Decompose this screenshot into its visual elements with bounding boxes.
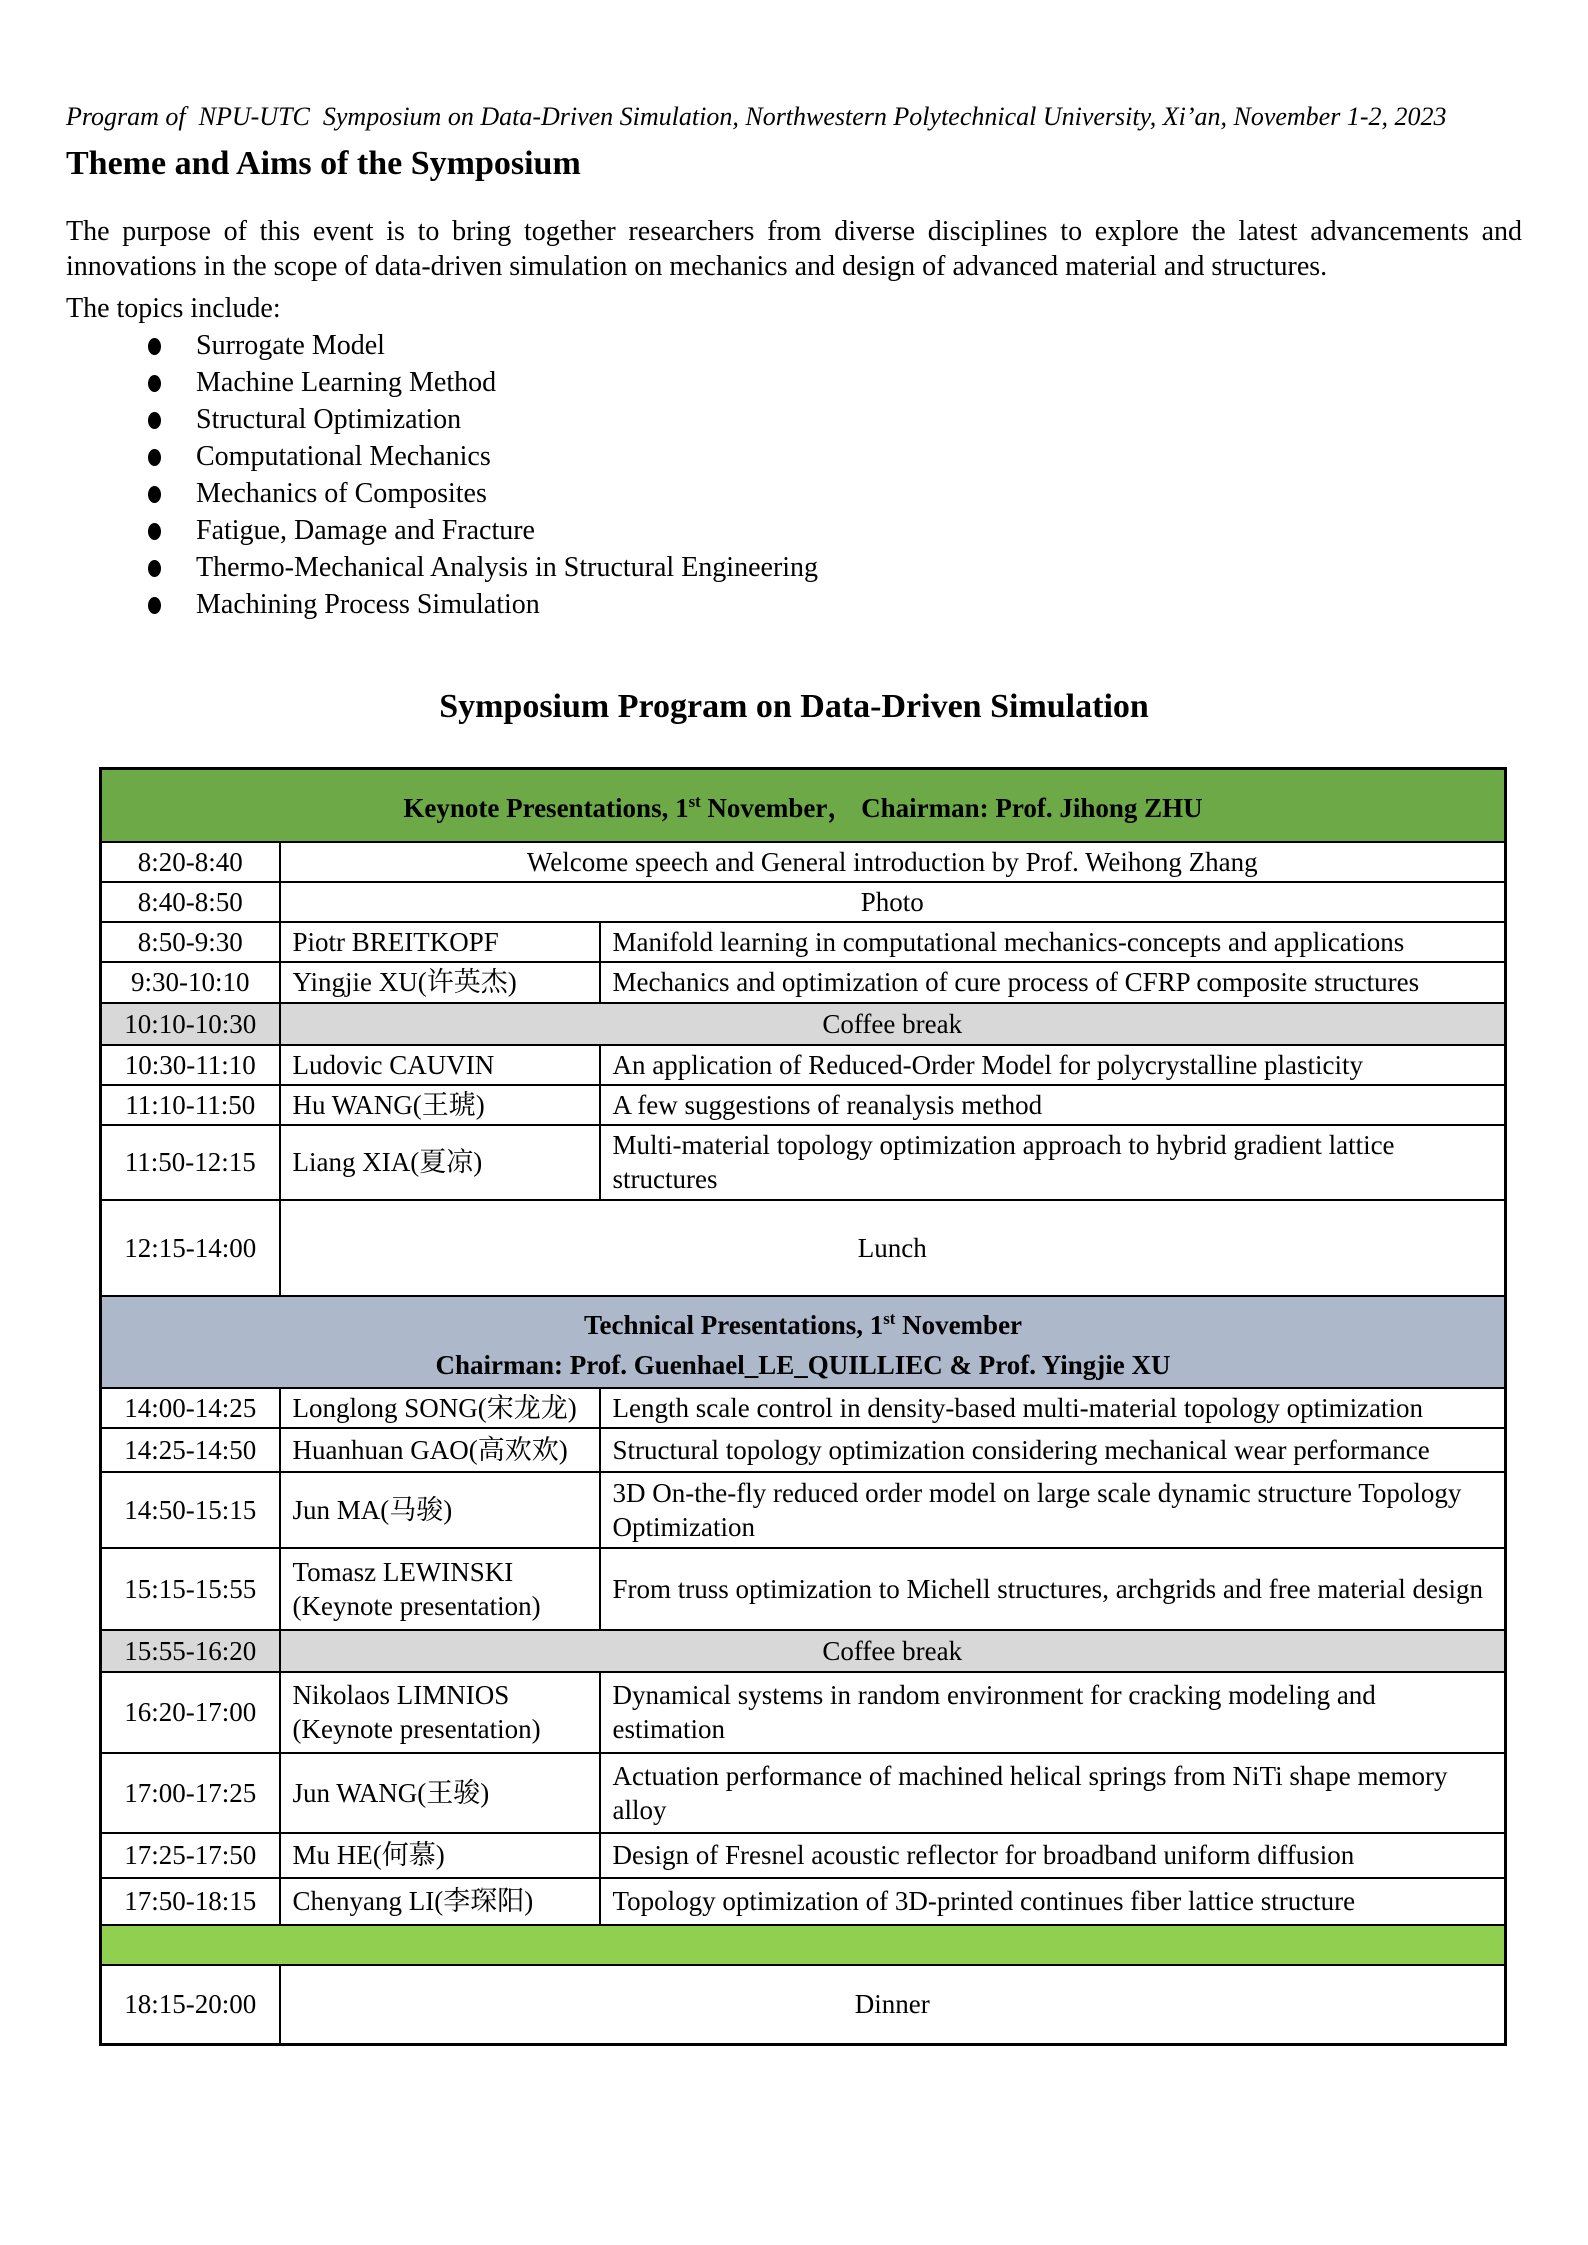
schedule-row <box>101 1548 1506 1630</box>
schedule-row <box>101 1045 1506 1085</box>
time-cell: 15:55-16:20 <box>101 1630 280 1672</box>
schedule-row <box>101 1672 1506 1753</box>
technical-session-header-cell <box>101 1296 1506 1388</box>
talk-title-cell: An application of Reduced-Order Model for polycrystalline plasticity <box>600 1045 1506 1085</box>
event-cell: Lunch <box>280 1200 1506 1296</box>
talk-title-cell: Topology optimization of 3D-printed continues fiber lattice structure <box>600 1878 1506 1925</box>
bullet-icon <box>148 597 161 614</box>
green-band-row <box>101 1925 1506 1965</box>
schedule-row <box>101 1388 1506 1428</box>
topic-item <box>148 586 1522 623</box>
topic-label: Computational Mechanics <box>196 441 491 472</box>
program-title: Symposium Program on Data-Driven Simulation <box>439 688 1149 725</box>
event-cell: Coffee break <box>280 1630 1506 1672</box>
document-header-line: Program of NPU-UTC Symposium on Data-Driven Simulation, Northwestern Polytechnical University, Xi’an, November 1-2, 2023 <box>66 102 1447 131</box>
coffee-break-row <box>101 1003 1506 1045</box>
topics-list <box>66 327 1522 623</box>
speaker-cell: Jun WANG(王骏) <box>280 1753 600 1833</box>
schedule-row <box>101 962 1506 1003</box>
speaker-cell: Huanhuan GAO(高欢欢) <box>280 1428 600 1472</box>
time-cell: 8:20-8:40 <box>101 842 280 882</box>
speaker-name: Nikolaos LIMNIOS <box>292 1680 510 1710</box>
schedule-row <box>101 1125 1506 1200</box>
time-cell: 8:40-8:50 <box>101 882 280 922</box>
technical-header-line1 <box>114 1299 1492 1345</box>
speaker-cell: Mu HE(何慕) <box>280 1833 600 1878</box>
topic-label: Structural Optimization <box>196 404 462 435</box>
event-cell: Photo <box>280 882 1506 922</box>
keynote-session-header <box>101 769 1506 842</box>
time-cell: 17:50-18:15 <box>101 1878 280 1925</box>
topic-item <box>148 327 1522 364</box>
topic-item <box>148 475 1522 512</box>
section-title: Theme and Aims of the Symposium <box>66 145 581 182</box>
ordinal-superscript: st <box>688 792 701 812</box>
talk-title-cell: Manifold learning in computational mechanics-concepts and applications <box>600 922 1506 962</box>
speaker-cell: Chenyang LI(李琛阳) <box>280 1878 600 1925</box>
event-cell: Dinner <box>280 1965 1506 2045</box>
time-cell: 15:15-15:55 <box>101 1548 280 1630</box>
dinner-row <box>101 1965 1506 2045</box>
speaker-note: (Keynote presentation) <box>292 1590 541 1621</box>
topic-item <box>148 549 1522 586</box>
time-cell: 14:25-14:50 <box>101 1428 280 1472</box>
time-cell: 10:30-11:10 <box>101 1045 280 1085</box>
topic-item <box>148 364 1522 401</box>
topic-label: Machining Process Simulation <box>196 589 540 620</box>
speaker-cell <box>280 1548 600 1630</box>
time-cell: 18:15-20:00 <box>101 1965 280 2045</box>
schedule-row <box>101 1753 1506 1833</box>
time-cell: 17:00-17:25 <box>101 1753 280 1833</box>
talk-title-cell: Actuation performance of machined helical springs from NiTi shape memory alloy <box>600 1753 1506 1833</box>
technical-header-text: Technical Presentations, 1 <box>583 1309 884 1340</box>
topic-label: Mechanics of Composites <box>196 478 487 509</box>
talk-title-cell: From truss optimization to Michell structures, archgrids and free material design <box>600 1548 1506 1630</box>
speaker-cell: Ludovic CAUVIN <box>280 1045 600 1085</box>
keynote-header-text: Keynote Presentations, 1 <box>403 793 689 824</box>
schedule-row <box>101 882 1506 922</box>
time-cell: 8:50-9:30 <box>101 922 280 962</box>
event-cell: Welcome speech and General introduction by Prof. Weihong Zhang <box>280 842 1506 882</box>
topic-item <box>148 401 1522 438</box>
lunch-row <box>101 1200 1506 1296</box>
event-cell: Coffee break <box>280 1003 1506 1045</box>
talk-title-cell: Length scale control in density-based multi-material topology optimization <box>600 1388 1506 1428</box>
talk-title-cell: Structural topology optimization considering mechanical wear performance <box>600 1428 1506 1472</box>
schedule-row <box>101 1428 1506 1472</box>
schedule-row <box>101 1085 1506 1125</box>
technical-header-text: November <box>895 1309 1023 1340</box>
bullet-icon <box>148 523 161 540</box>
topic-label: Surrogate Model <box>196 330 385 361</box>
time-cell: 17:25-17:50 <box>101 1833 280 1878</box>
bullet-icon <box>148 412 161 429</box>
topic-item <box>148 438 1522 475</box>
bullet-icon <box>148 338 161 355</box>
time-cell: 11:10-11:50 <box>101 1085 280 1125</box>
topic-label: Machine Learning Method <box>196 367 497 398</box>
speaker-cell: Liang XIA(夏凉) <box>280 1125 600 1200</box>
talk-title-cell: Multi-material topology optimization approach to hybrid gradient lattice structures <box>600 1125 1506 1200</box>
time-cell: 14:00-14:25 <box>101 1388 280 1428</box>
speaker-cell: Piotr BREITKOPF <box>280 922 600 962</box>
time-cell: 14:50-15:15 <box>101 1472 280 1548</box>
bullet-icon <box>148 375 161 392</box>
schedule-row <box>101 1878 1506 1925</box>
coffee-break-row <box>101 1630 1506 1672</box>
topics-label: The topics include: <box>66 293 281 324</box>
program-table <box>99 767 1507 2046</box>
speaker-cell: Hu WANG(王琥) <box>280 1085 600 1125</box>
schedule-row <box>101 1833 1506 1878</box>
speaker-note: (Keynote presentation) <box>292 1714 541 1744</box>
talk-title-cell: Mechanics and optimization of cure process of CFRP composite structures <box>600 962 1506 1003</box>
topic-label: Thermo-Mechanical Analysis in Structural Engineering <box>196 552 819 583</box>
ordinal-superscript: st <box>883 1308 896 1328</box>
time-cell: 12:15-14:00 <box>101 1200 280 1296</box>
speaker-cell: Longlong SONG(宋龙龙) <box>280 1388 600 1428</box>
schedule-row <box>101 1472 1506 1548</box>
speaker-cell: Yingjie XU(许英杰) <box>280 962 600 1003</box>
keynote-header-text: November， Chairman: Prof. Jihong ZHU <box>700 793 1203 824</box>
speaker-cell <box>280 1672 600 1753</box>
talk-title-cell: Design of Fresnel acoustic reflector for broadband uniform diffusion <box>600 1833 1506 1878</box>
bullet-icon <box>148 560 161 577</box>
bullet-icon <box>148 486 161 503</box>
intro-paragraph: The purpose of this event is to bring together researchers from diverse disciplines to explore the latest advancements and innovations in the scope of data-driven simulation on mechanics and design of advanced material and structures. <box>66 216 1522 282</box>
talk-title-cell: 3D On-the-fly reduced order model on large scale dynamic structure Topology Optimization <box>600 1472 1506 1548</box>
schedule-row <box>101 842 1506 882</box>
time-cell: 10:10-10:30 <box>101 1003 280 1045</box>
keynote-session-header-cell <box>101 769 1506 842</box>
bullet-icon <box>148 449 161 466</box>
schedule-row <box>101 922 1506 962</box>
time-cell: 11:50-12:15 <box>101 1125 280 1200</box>
talk-title-cell: Dynamical systems in random environment for cracking modeling and estimation <box>600 1672 1506 1753</box>
green-band-cell <box>101 1925 1506 1965</box>
technical-session-header <box>101 1296 1506 1388</box>
speaker-cell: Jun MA(马骏) <box>280 1472 600 1548</box>
topic-label: Fatigue, Damage and Fracture <box>196 515 535 546</box>
time-cell: 9:30-10:10 <box>101 962 280 1003</box>
topic-item <box>148 512 1522 549</box>
speaker-name: Tomasz LEWINSKI <box>292 1556 514 1587</box>
time-cell: 16:20-17:00 <box>101 1672 280 1753</box>
technical-header-line2: Chairman: Prof. Guenhael_LE_QUILLIEC & Prof. Yingjie XU <box>435 1349 1171 1380</box>
talk-title-cell: A few suggestions of reanalysis method <box>600 1085 1506 1125</box>
